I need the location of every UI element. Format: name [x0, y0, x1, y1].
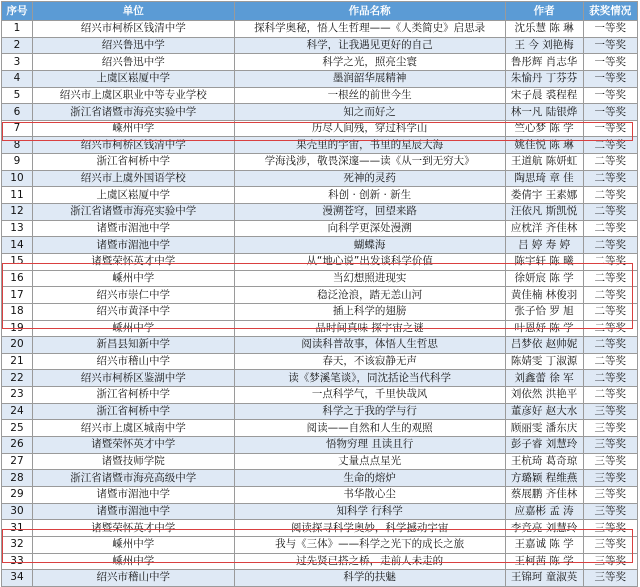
table-row [2, 87, 638, 104]
row-number: 18 [2, 303, 33, 320]
row-number: 11 [2, 187, 33, 204]
table-row [2, 536, 638, 553]
header-row [2, 2, 638, 21]
award-cell: 一等奖 [583, 54, 637, 71]
author-cell: 应嘉彬 孟 涛 [505, 503, 583, 520]
award-cell: 二等奖 [583, 187, 637, 204]
unit-cell: 绍兴市柯桥区钱清中学 [32, 137, 234, 154]
unit-cell: 绍兴市黄泽中学 [32, 303, 234, 320]
row-number: 30 [2, 503, 33, 520]
row-number: 14 [2, 237, 33, 254]
row-number: 26 [2, 437, 33, 454]
row-number: 12 [2, 204, 33, 221]
author-cell: 徐妍宸 陈 学 [505, 270, 583, 287]
row-number: 10 [2, 170, 33, 187]
row-number: 24 [2, 403, 33, 420]
unit-cell: 绍兴市柯桥区钱清中学 [32, 21, 234, 38]
award-cell: 三等奖 [583, 503, 637, 520]
table-row [2, 287, 638, 304]
row-number: 20 [2, 337, 33, 354]
row-number: 31 [2, 520, 33, 537]
work-title-cell: 阅读——自然和人生的观照 [234, 420, 505, 437]
unit-cell: 绍兴市上虞区城南中学 [32, 420, 234, 437]
author-cell: 王杭琦 葛奇琼 [505, 453, 583, 470]
author-cell: 姚佳悦 陈 琳 [505, 137, 583, 154]
work-title-cell: 学海浅涉，敬畏深邃——读《从一到无穷大》 [234, 154, 505, 171]
unit-cell: 新昌县知新中学 [32, 337, 234, 354]
work-title-cell: 悟物穷理 且读且行 [234, 437, 505, 454]
unit-cell: 诸暨荣怀英才中学 [32, 437, 234, 454]
table-row [2, 70, 638, 87]
work-title-cell: 生命的熔炉 [234, 470, 505, 487]
row-number: 3 [2, 54, 33, 71]
work-title-cell: 知之而好之 [234, 104, 505, 121]
author-cell: 汪依凡 斯凯悦 [505, 204, 583, 221]
author-cell: 王 今 刘艳梅 [505, 37, 583, 54]
work-title-cell: 科学，让我遇见更好的自己 [234, 37, 505, 54]
work-title-cell: 探科学奥秘，悟人生哲理——《人类简史》启思录 [234, 21, 505, 38]
unit-cell: 嵊州中学 [32, 536, 234, 553]
award-cell: 二等奖 [583, 287, 637, 304]
table-row [2, 337, 638, 354]
unit-cell: 上虞区崧厦中学 [32, 70, 234, 87]
table-row [2, 320, 638, 337]
unit-cell: 绍兴市上虞区职业中等专业学校 [32, 87, 234, 104]
unit-cell: 浙江省柯桥中学 [32, 154, 234, 171]
table-row [2, 553, 638, 570]
row-number: 34 [2, 570, 33, 587]
award-cell: 二等奖 [583, 320, 637, 337]
award-cell: 二等奖 [583, 303, 637, 320]
author-cell: 吕 婷 寿 婷 [505, 237, 583, 254]
row-number: 19 [2, 320, 33, 337]
unit-cell: 诸暨技师学院 [32, 453, 234, 470]
table-row [2, 187, 638, 204]
table-row [2, 154, 638, 171]
table-row [2, 253, 638, 270]
work-title-cell: 从“地心说”出发谈科学价值 [234, 253, 505, 270]
table-row [2, 387, 638, 404]
table-row [2, 303, 638, 320]
table-row [2, 420, 638, 437]
unit-cell: 上虞区崧厦中学 [32, 187, 234, 204]
work-title-cell: 科学之于我的学与行 [234, 403, 505, 420]
work-title-cell: 科学的扶魅 [234, 570, 505, 587]
table-row [2, 403, 638, 420]
author-cell: 顾丽雯 潘东庆 [505, 420, 583, 437]
award-cell: 三等奖 [583, 520, 637, 537]
award-cell: 二等奖 [583, 170, 637, 187]
unit-cell: 绍兴市崇仁中学 [32, 287, 234, 304]
row-number: 9 [2, 154, 33, 171]
author-cell: 彭子睿 刘慧玲 [505, 437, 583, 454]
award-cell: 二等奖 [583, 253, 637, 270]
award-cell: 三等奖 [583, 437, 637, 454]
header-number: 序号 [2, 2, 33, 21]
author-cell: 林一凡 陆银烨 [505, 104, 583, 121]
unit-cell: 嵊州中学 [32, 553, 234, 570]
row-number: 13 [2, 220, 33, 237]
unit-cell: 浙江省柯桥中学 [32, 387, 234, 404]
award-cell: 三等奖 [583, 403, 637, 420]
work-title-cell: 春天，不该寂静无声 [234, 353, 505, 370]
author-cell: 黄佳楠 林俊羽 [505, 287, 583, 304]
author-cell: 陈婧雯 丁淑源 [505, 353, 583, 370]
row-number: 21 [2, 353, 33, 370]
header-work-title: 作品名称 [234, 2, 505, 21]
author-cell: 方璐颖 程维燕 [505, 470, 583, 487]
table-row [2, 370, 638, 387]
row-number: 23 [2, 387, 33, 404]
work-title-cell: 品时间真味 探宇宙之谜 [234, 320, 505, 337]
award-cell: 二等奖 [583, 387, 637, 404]
author-cell: 娄倩宇 王素娜 [505, 187, 583, 204]
work-title-cell: 漫溯苍穹，回望来路 [234, 204, 505, 221]
author-cell: 王柯茜 陈 学 [505, 553, 583, 570]
author-cell: 陶思琦 章 佳 [505, 170, 583, 187]
table-row [2, 21, 638, 38]
award-cell: 三等奖 [583, 420, 637, 437]
table-row [2, 486, 638, 503]
table-row [2, 270, 638, 287]
row-number: 4 [2, 70, 33, 87]
work-title-cell: 丈量点点星光 [234, 453, 505, 470]
row-number: 33 [2, 553, 33, 570]
row-number: 29 [2, 486, 33, 503]
table-row [2, 137, 638, 154]
unit-cell: 诸暨荣怀英才中学 [32, 253, 234, 270]
unit-cell: 浙江省诸暨市海亮实验中学 [32, 104, 234, 121]
author-cell: 蔡展鹏 齐佳林 [505, 486, 583, 503]
work-title-cell: 读《梦溪笔谈》，同沈括论当代科学 [234, 370, 505, 387]
unit-cell: 浙江省诸暨市海亮高级中学 [32, 470, 234, 487]
unit-cell: 浙江省柯桥中学 [32, 403, 234, 420]
work-title-cell: 我与《三体》——科学之光下的成长之旅 [234, 536, 505, 553]
award-cell: 二等奖 [583, 154, 637, 171]
award-cell: 二等奖 [583, 137, 637, 154]
table-row [2, 170, 638, 187]
award-cell: 三等奖 [583, 570, 637, 587]
author-cell: 李竞亮 刘慧玲 [505, 520, 583, 537]
unit-cell: 诸暨市湄池中学 [32, 486, 234, 503]
award-cell: 一等奖 [583, 104, 637, 121]
author-cell: 鲁彤辉 肖志华 [505, 54, 583, 71]
unit-cell: 绍兴市上虞外国语学校 [32, 170, 234, 187]
award-cell: 二等奖 [583, 337, 637, 354]
author-cell: 王道航 陈妍虹 [505, 154, 583, 171]
work-title-cell: 阅读科普故事，体悟人生哲思 [234, 337, 505, 354]
award-cell: 一等奖 [583, 87, 637, 104]
unit-cell: 绍兴市稽山中学 [32, 570, 234, 587]
author-cell: 王锦珂 童淑英 [505, 570, 583, 587]
work-title-cell: 过先贤已搭之桥，走前人未走的 [234, 553, 505, 570]
header-award: 获奖情况 [583, 2, 637, 21]
unit-cell: 绍兴鲁迅中学 [32, 54, 234, 71]
award-cell: 二等奖 [583, 270, 637, 287]
work-title-cell: 插上科学的翅膀 [234, 303, 505, 320]
award-cell: 一等奖 [583, 37, 637, 54]
work-title-cell: 当幻想照进现实 [234, 270, 505, 287]
work-title-cell: 一点科学气，千里快哉风 [234, 387, 505, 404]
row-number: 7 [2, 120, 33, 137]
table-row [2, 570, 638, 587]
header-author: 作者 [505, 2, 583, 21]
row-number: 6 [2, 104, 33, 121]
author-cell: 王嘉诚 陈 学 [505, 536, 583, 553]
unit-cell: 嵊州中学 [32, 270, 234, 287]
table-row [2, 120, 638, 137]
award-cell: 一等奖 [583, 70, 637, 87]
row-number: 32 [2, 536, 33, 553]
unit-cell: 嵊州中学 [32, 320, 234, 337]
table-row [2, 204, 638, 221]
table-row [2, 220, 638, 237]
table-row [2, 470, 638, 487]
author-cell: 竺心梦 陈 学 [505, 120, 583, 137]
unit-cell: 绍兴市柯桥区鉴湖中学 [32, 370, 234, 387]
row-number: 16 [2, 270, 33, 287]
table-row [2, 237, 638, 254]
work-title-cell: 知科学 行科学 [234, 503, 505, 520]
work-title-cell: 蝴蝶海 [234, 237, 505, 254]
author-cell: 张子恰 罗 旭 [505, 303, 583, 320]
row-number: 25 [2, 420, 33, 437]
row-number: 15 [2, 253, 33, 270]
award-cell: 二等奖 [583, 370, 637, 387]
row-number: 5 [2, 87, 33, 104]
row-number: 27 [2, 453, 33, 470]
work-title-cell: 科创 · 创新 · 新生 [234, 187, 505, 204]
row-number: 1 [2, 21, 33, 38]
row-number: 8 [2, 137, 33, 154]
author-cell: 刘鑫蕾 徐 军 [505, 370, 583, 387]
award-cell: 三等奖 [583, 453, 637, 470]
row-number: 17 [2, 287, 33, 304]
award-cell: 一等奖 [583, 120, 637, 137]
award-cell: 二等奖 [583, 204, 637, 221]
row-number: 22 [2, 370, 33, 387]
table-row [2, 54, 638, 71]
award-table [1, 1, 638, 587]
work-title-cell: 阅读探寻科学奥妙，科学撼动宇宙 [234, 520, 505, 537]
author-cell: 应枕洋 齐佳林 [505, 220, 583, 237]
table-row [2, 104, 638, 121]
award-cell: 二等奖 [583, 353, 637, 370]
author-cell: 叶恩妤 陈 学 [505, 320, 583, 337]
author-cell: 吕梦依 赵帅妮 [505, 337, 583, 354]
award-cell: 三等奖 [583, 486, 637, 503]
table-row [2, 437, 638, 454]
work-title-cell: 一根丝的前世今生 [234, 87, 505, 104]
unit-cell: 诸暨市湄池中学 [32, 220, 234, 237]
table-row [2, 453, 638, 470]
work-title-cell: 书华散心尘 [234, 486, 505, 503]
unit-cell: 诸暨市湄池中学 [32, 237, 234, 254]
table-row [2, 37, 638, 54]
award-cell: 三等奖 [583, 553, 637, 570]
work-title-cell: 墨润韶华展精神 [234, 70, 505, 87]
work-title-cell: 死神的灵药 [234, 170, 505, 187]
unit-cell: 绍兴市稽山中学 [32, 353, 234, 370]
author-cell: 陈宇轩 陈 曦 [505, 253, 583, 270]
unit-cell: 浙江省诸暨市海亮实验中学 [32, 204, 234, 221]
work-title-cell: 稳泛沧浪，踏无恙山河 [234, 287, 505, 304]
award-cell: 三等奖 [583, 470, 637, 487]
work-title-cell: 历尽人间残，穿过科学山 [234, 120, 505, 137]
row-number: 28 [2, 470, 33, 487]
unit-cell: 诸暨市湄池中学 [32, 503, 234, 520]
award-cell: 一等奖 [583, 21, 637, 38]
unit-cell: 诸暨荣怀英才中学 [32, 520, 234, 537]
table-row [2, 503, 638, 520]
unit-cell: 嵊州中学 [32, 120, 234, 137]
work-title-cell: 向科学更深处漫溯 [234, 220, 505, 237]
work-title-cell: 果壳里的宇宙，书里的星辰大海 [234, 137, 505, 154]
award-cell: 三等奖 [583, 536, 637, 553]
header-unit: 单位 [32, 2, 234, 21]
work-title-cell: 科学之光，照亮尘寰 [234, 54, 505, 71]
row-number: 2 [2, 37, 33, 54]
author-cell: 宋子晨 裘程程 [505, 87, 583, 104]
table-row [2, 520, 638, 537]
table-row [2, 353, 638, 370]
unit-cell: 绍兴鲁迅中学 [32, 37, 234, 54]
author-cell: 沈乐慧 陈 琳 [505, 21, 583, 38]
author-cell: 朱愉丹 丁芬芬 [505, 70, 583, 87]
award-cell: 二等奖 [583, 220, 637, 237]
award-cell: 二等奖 [583, 237, 637, 254]
author-cell: 董彦好 赵大水 [505, 403, 583, 420]
author-cell: 刘依然 洪艳平 [505, 387, 583, 404]
